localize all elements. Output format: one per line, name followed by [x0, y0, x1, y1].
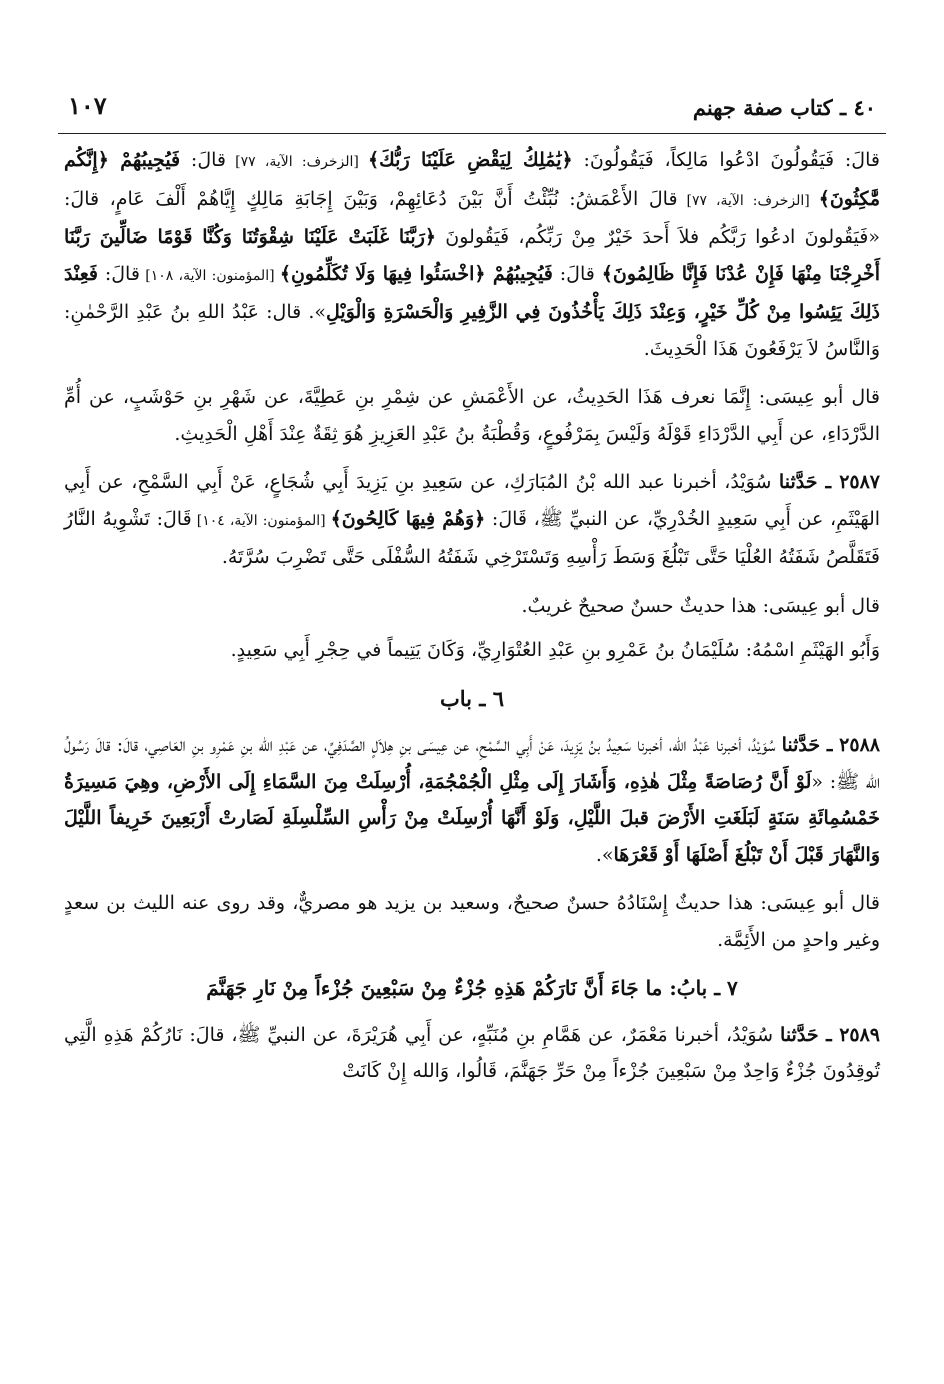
paragraph-commentary-1: قال أبو عِيسَى: إِنَّمَا نعرف هَذَا الحَدِيثُ، عن الأَعْمَشِ عن شِمْرِ بنِ عَطِيَّةَ، عن شَهْرِ بنِ حَوْشَبٍ، عن أُمِّ الدَّرْدَاءِ، عن أَبِي الدَّرْدَاءِ قَوْلَهُ وَلَيْسَ بِمَرْفُوعٍ، وَقُطْبَةُ بنُ عَبْدِ العَزِيزِ هُوَ ثِقَةٌ عِنْدَ أَهْلِ الْحَدِيثِ.: [64, 386, 880, 445]
citation: [الزخرف: الآية، ٧٧]: [677, 192, 819, 209]
page-header: [68, 84, 876, 120]
bold-hadith-text: فَعِنْدَ ذَلِكَ يَئِسُوا مِنْ كُلِّ خَيْرٍ، وَعِنْدَ ذَلِكَ يَأْخُذُونَ فِي الزَّفِيرِ وَالْحَسْرَةِ وَالْوَيْلِ: [64, 262, 880, 323]
chapter-title: ٤٠ ـ كتاب صفة جهنم: [692, 95, 876, 120]
citation: [المؤمنون: الآية، ١٠٨]: [139, 267, 280, 284]
hadith-number: ٢٥٨٩: [839, 1023, 881, 1046]
text-span: ». قال: عَبْدُ اللهِ بنُ عَبْدِ الرَّحْمٰنِ: وَالنَّاسُ لاَ يَرْفَعُونَ هَذَا الْحَدِيثَ.: [64, 301, 880, 360]
header-rule: [58, 133, 886, 134]
hadith-intro: ـ حَدَّثنا: [781, 734, 840, 756]
paragraph-commentary-3: وَأَبُو الهَيْثَمِ اسْمُهُ: سُلَيْمَانُ بنُ عَمْرِو بنِ عَبْدِ العُتْوَارِيِّ، وَكَانَ يَتِيماً في حِجْرِ أَبِي سَعِيدٍ.: [230, 639, 880, 661]
hadith-number: ٢٥٨٧: [839, 471, 881, 493]
text-span: سُوَيْدُ، أخبرنا مَعْمَرٌ، عن هَمَّامِ بنِ مُنَبِّهٍ، عن أَبِي هُرَيْرَةَ، عن النبيِّ ﷺ، قالَ: نَارُكُمْ هَذِهِ الَّتِي تُوقِدُونَ جُزْءٌ وَاحِدٌ مِنْ سَبْعِينَ جُزْءاً مِنْ حَرِّ جَهَنَّمَ، قَالُوا، وَالله إِنْ كَانَتْ: [64, 1023, 880, 1082]
text-span: قالَ الأَعْمَشُ: نُبِّئْتُ أَنَّ بَيْنَ دُعَائِهِمْ، وَبَيْنَ إِجَابَةِ مَالِكٍ إِيَّاهُمْ أَلْفَ عَامٍ، قالَ: «فَيَقُولونَ ادعُوا رَبَّكُم فلاَ أَحدَ خَيْرٌ مِنْ رَبِّكُم، فَيَقُولونَ: [64, 187, 880, 248]
page-number: ١٠٧: [68, 91, 107, 120]
hadith-intro: ـ حَدَّثنا: [780, 1023, 840, 1046]
paragraph-commentary-4: قال أبو عِيسَى: هذا حديثٌ إِسْنَادُهُ حسنٌ صحيحٌ، وسعيد بن يزيد هو مصريٌّ، وقد روى عنه الليث بن سعدٍ وغير واحدٍ من الأَئِمَّة.: [64, 892, 880, 951]
quran-quote: فَيُجِيبُهُمْ ﴿إِنَّكُم مَّٰكِثُونَ﴾: [64, 149, 880, 210]
text-span: قالَ: فَيَقُولُونَ ادْعُوا مَالِكاً، فَيَقُولُونَ:: [572, 149, 880, 171]
quran-quote: فَيُجِيبُهُمْ ﴿اخْسَئُوا فِيهَا وَلَا تُكَلِّمُونِ﴾: [279, 262, 553, 285]
text-span: قالَ:: [552, 262, 602, 285]
hadith-intro: ـ حَدَّثنا: [778, 471, 840, 493]
text-span: قالَ:: [180, 149, 226, 171]
quran-quote: ﴿يَٰمَٰلِكُ لِيَقْضِ عَلَيْنَا رَبُّكَ﴾: [368, 149, 573, 171]
citation: [المؤمنون: الآية، ١٠٤]: [191, 512, 331, 529]
hadith-2589: [64, 1017, 880, 1090]
bold-hadith-text: لَوْ أَنَّ رُصَاصَةً مِثْلَ هٰذِهِ، وَأَشَارَ إِلَى مِثْلِ الْجُمْجُمَةِ، أُرْسِلَتْ مِنَ السَّمَاءِ إِلَى الأَرْضِ، وهِيَ مَسِيرَةُ خَمْسُمِائَةِ سَنَةٍ لَبَلَغَتِ الأَرْضَ قبلَ اللَّيْلِ، وَلَوْ أَنَّهَا أُرْسِلَتْ مِنْ رَأْسِ السِّلْسِلَةِ لَصَارتْ أَرْبَعِينَ خَرِيفاً اللَّيْلَ وَالنَّهَارَ قَبْلَ أَنْ تَبْلُغَ أَصْلَهَا أَوْ قَعْرَهَا: [64, 770, 880, 866]
hadith-2588: [64, 727, 880, 873]
hadith-number: ٢٥٨٨: [839, 734, 880, 756]
quran-quote: ﴿وَهُمْ فِيهَا كَالِحُونَ﴾: [330, 507, 486, 530]
text-span: قَالَ: تَشْوِيهُ النَّارُ فَتَقَلَّصُ شَفَتُهُ العُلْيَا حَتَّى تَبْلُغَ وَسَطَ رَأْسِهِ وَتَسْتَرْخِي شَفَتُهُ السُّفْلَى حَتَّى تَضْرِبَ سُرَّتَهُ.: [64, 507, 880, 568]
quran-quote: ﴿رَبَّنَا غَلَبَتْ عَلَيْنَا شِقْوَتُنَا وَكُنَّا قَوْمًا ضَالِّينَ رَبَّنَا أَخْرِجْنَا مِنْهَا فَإِنْ عُدْنَا فَإِنَّا ظَالِمُونَ﴾: [64, 226, 880, 285]
paragraph-hadith-continuation: [64, 142, 880, 367]
text-span: سُوَيْدُ، أخبرنا عبد الله بْنُ المُبَارَكِ، عن سَعِيدِ بنِ يَزِيدَ أَبِي شُجَاعٍ، عَنْ أَبِي السَّمْحِ، عن أَبِي الهَيْثَمِ، عن أَبِي سَعِيدٍ الخُدْرِيِّ، عن النبيِّ ﷺ، قَالَ:: [64, 471, 881, 530]
text-span: ».: [595, 843, 614, 866]
paragraph-commentary-2: قال أبو عِيسَى: هذا حديثٌ حسنٌ صحيحٌ غريبٌ.: [521, 594, 880, 617]
section-heading-7: ٧ ـ بابُ: ما جَاءَ أَنَّ نَارَكُمْ هَذِهِ جُزْءٌ مِنْ سَبْعِينَ جُزْءاً مِنْ نَارِ جَهَنَّمَ: [206, 976, 738, 1000]
text-span: قالَ:: [97, 262, 140, 285]
page-body: [64, 142, 880, 1090]
hadith-2587: [64, 464, 880, 576]
section-heading-6: ٦ ـ باب: [439, 685, 505, 711]
text-span: سُوَيْدُ، أخبرنا عَبْدُ الله، أخبرنا سَعِيدُ بنُ يَزِيدَ، عَنْ أَبِي السَّمْحِ، عن عِيسَى بنِ هِلاَلٍ الصَّدَفِيِّ، عن عَبْدِ الله بنِ عَمْرِو بنِ العَاصِي، قالَ: قالَ رَسُولُ الله ﷺ: «: [64, 734, 880, 793]
citation: [الزخرف: الآية، ٧٧]: [226, 154, 369, 170]
